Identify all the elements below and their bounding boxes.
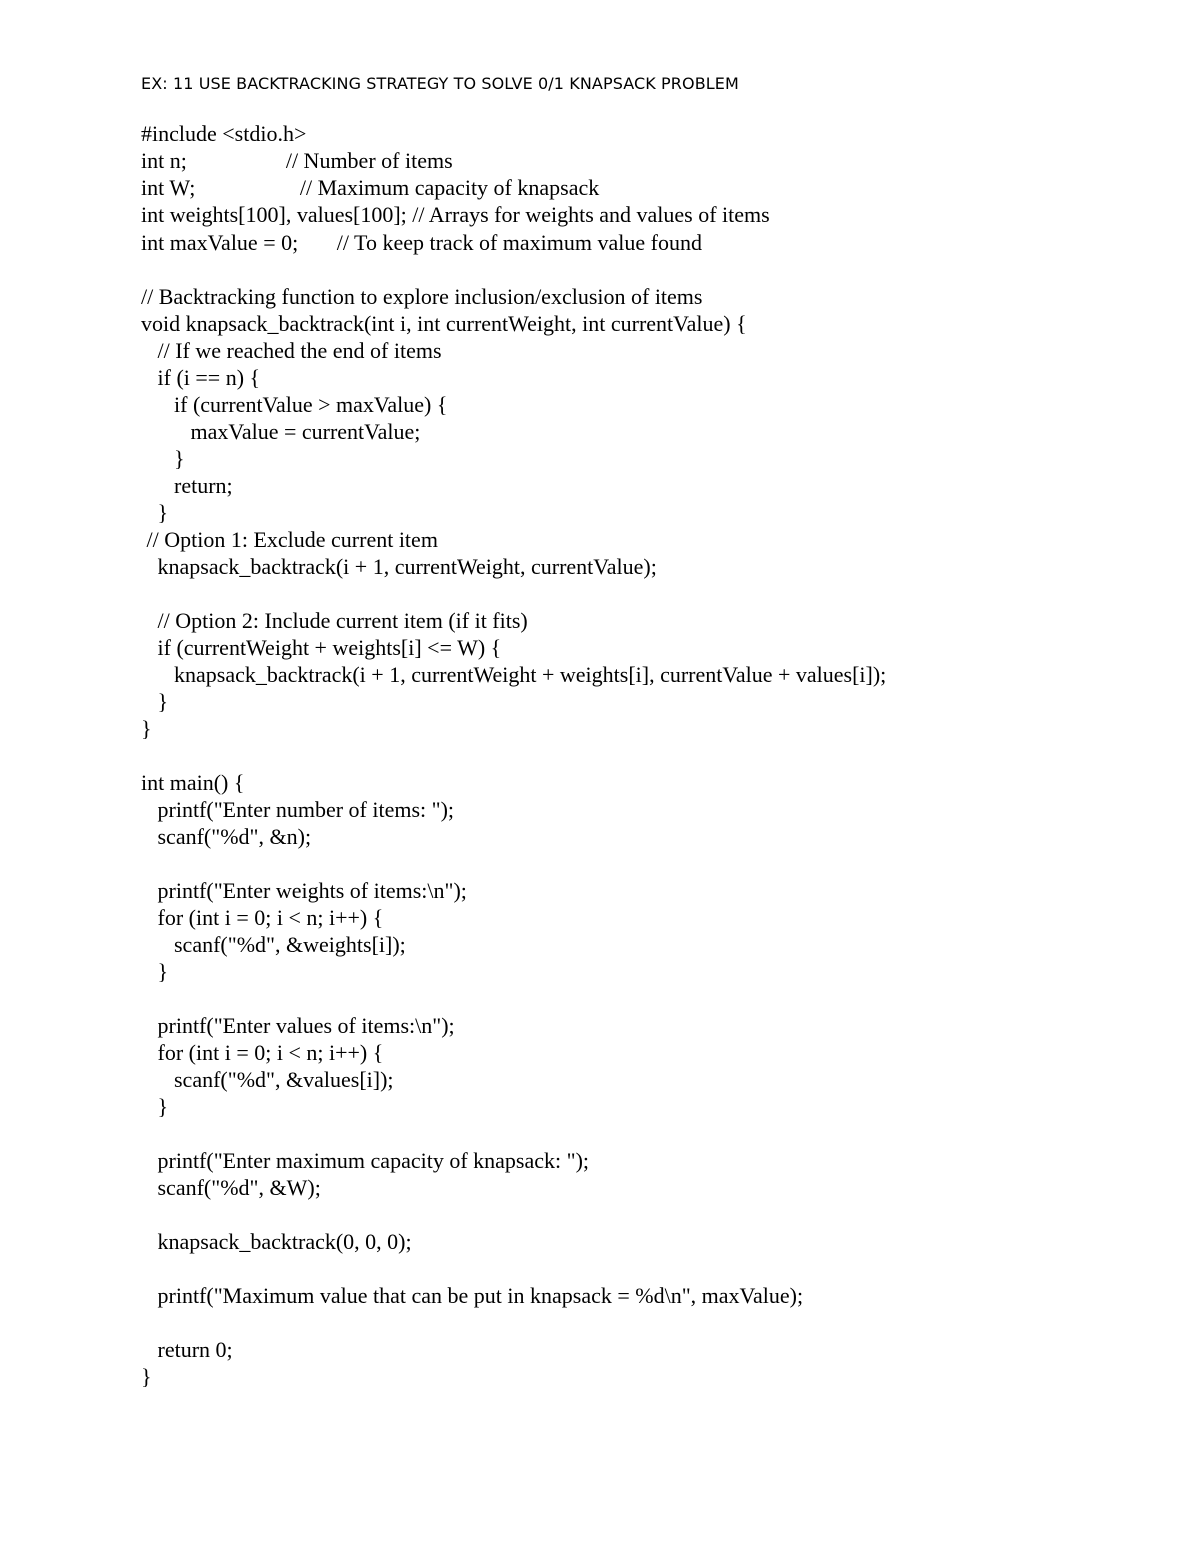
code-line: } (141, 1094, 169, 1119)
code-line: } (141, 959, 169, 984)
code-line: } (141, 1364, 152, 1389)
code-line: printf("Maximum value that can be put in knapsack = %d\n", maxValue); (141, 1283, 804, 1308)
code-line: } (141, 500, 169, 525)
code-line: if (i == n) { (141, 365, 261, 390)
code-line: int W; // Maximum capacity of knapsack (141, 175, 600, 200)
document-title: EX: 11 USE BACKTRACKING STRATEGY TO SOLVE 0/1 KNAPSACK PROBLEM (141, 74, 739, 93)
code-line: #include <stdio.h> (141, 121, 307, 146)
code-line: } (141, 716, 152, 741)
code-line: } (141, 689, 169, 714)
code-line: int weights[100], values[100]; // Arrays for weights and values of items (141, 202, 770, 227)
code-line: // Option 2: Include current item (if it fits) (141, 608, 528, 633)
code-line: int main() { (141, 770, 245, 795)
code-line: scanf("%d", &W); (141, 1175, 321, 1200)
code-line: } (141, 446, 185, 471)
code-line: printf("Enter number of items: "); (141, 797, 455, 822)
code-line: // Backtracking function to explore inclusion/exclusion of items (141, 284, 703, 309)
code-line: printf("Enter maximum capacity of knapsack: "); (141, 1148, 590, 1173)
code-line: printf("Enter values of items:\n"); (141, 1013, 455, 1038)
code-line: scanf("%d", &weights[i]); (141, 932, 406, 957)
code-line: knapsack_backtrack(i + 1, currentWeight + weights[i], currentValue + values[i]); (141, 662, 887, 687)
code-line: int maxValue = 0; // To keep track of maximum value found (141, 230, 702, 255)
code-line: knapsack_backtrack(0, 0, 0); (141, 1229, 412, 1254)
code-line: for (int i = 0; i < n; i++) { (141, 1040, 384, 1065)
code-line: // If we reached the end of items (141, 338, 442, 363)
code-line: int n; // Number of items (141, 148, 453, 173)
code-line: void knapsack_backtrack(int i, int currentWeight, int currentValue) { (141, 311, 747, 336)
code-line: // Option 1: Exclude current item (141, 527, 438, 552)
code-line: knapsack_backtrack(i + 1, currentWeight, currentValue); (141, 554, 657, 579)
code-line: maxValue = currentValue; (141, 419, 421, 444)
code-block (141, 0, 1161, 1553)
code-line: scanf("%d", &values[i]); (141, 1067, 394, 1092)
code-line: if (currentWeight + weights[i] <= W) { (141, 635, 502, 660)
code-line: for (int i = 0; i < n; i++) { (141, 905, 384, 930)
code-line: printf("Enter weights of items:\n"); (141, 878, 467, 903)
code-line: return 0; (141, 1337, 233, 1362)
code-line: if (currentValue > maxValue) { (141, 392, 448, 417)
code-line: return; (141, 473, 233, 498)
code-line: scanf("%d", &n); (141, 824, 312, 849)
